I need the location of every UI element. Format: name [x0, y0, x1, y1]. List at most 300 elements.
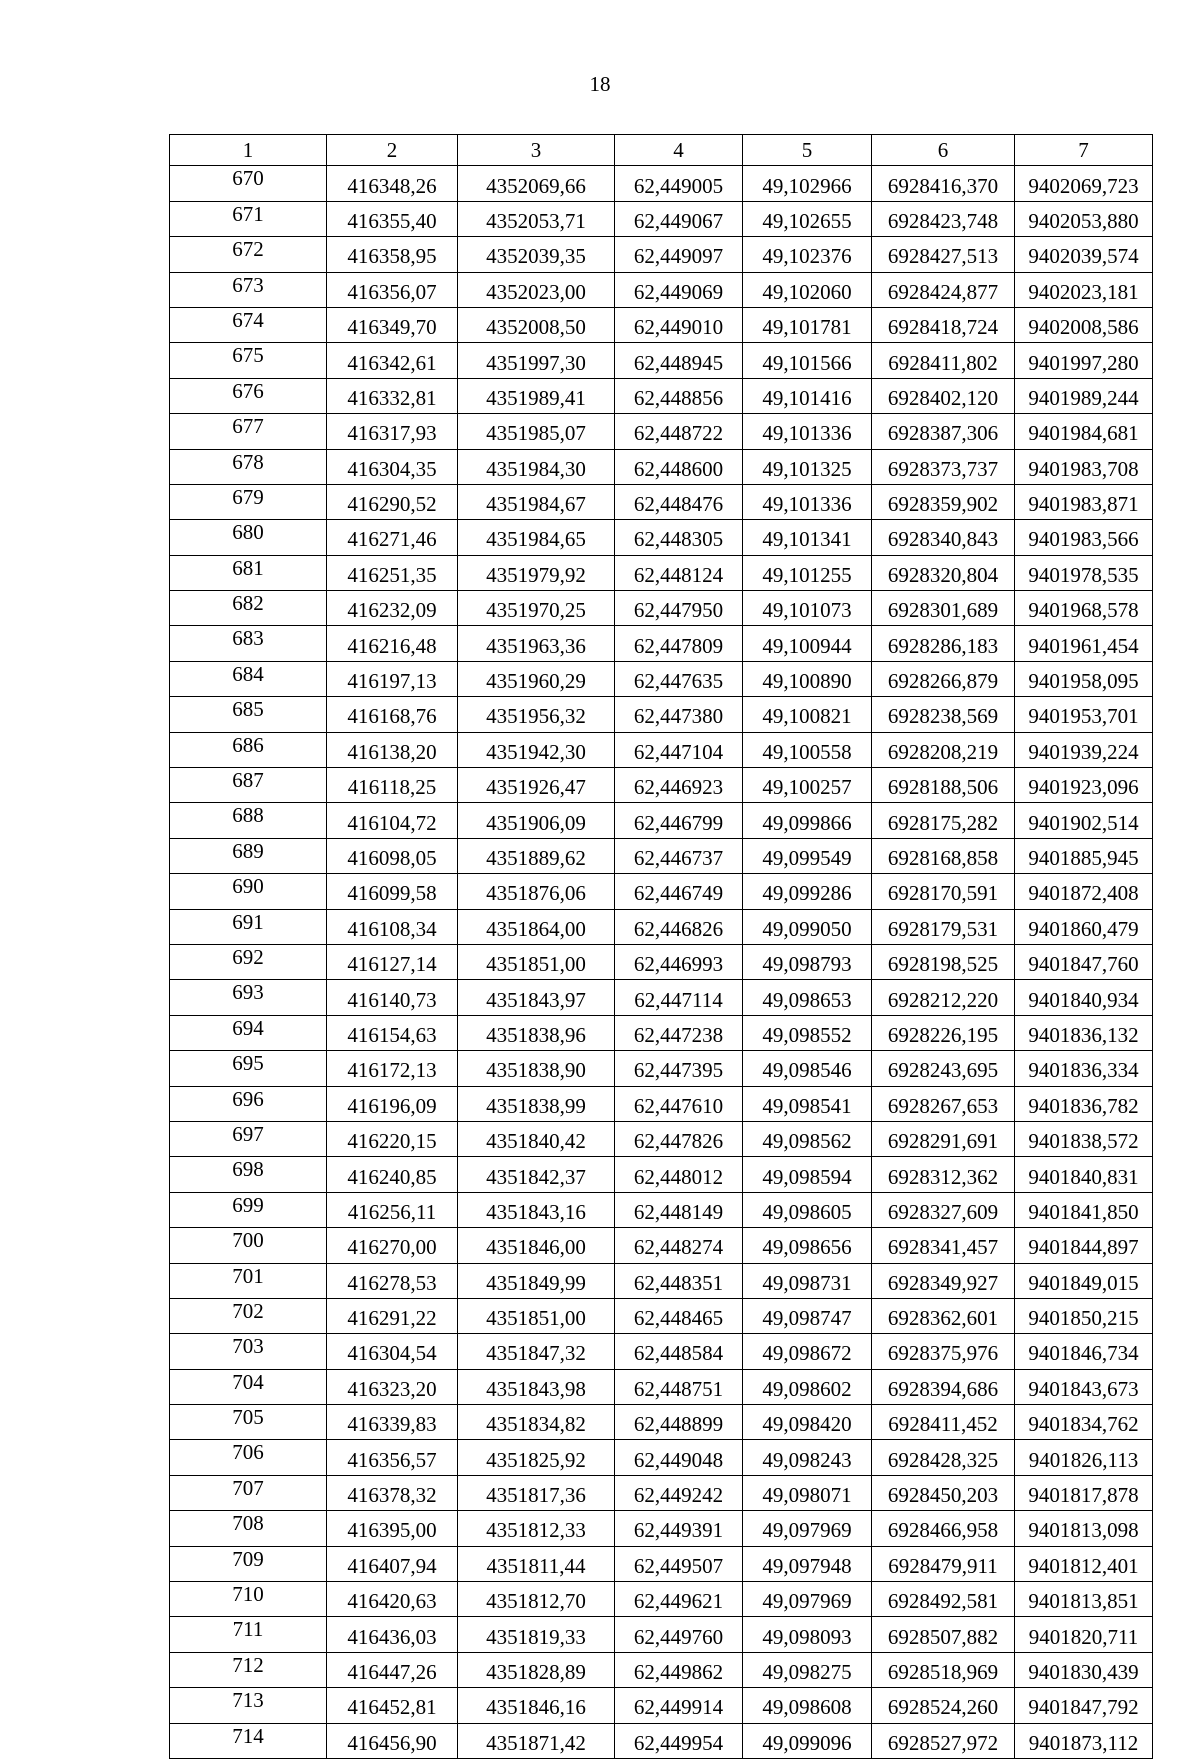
coordinate-cell: 9401830,439 — [1015, 1652, 1153, 1687]
coordinate-cell: 62,447238 — [615, 1015, 743, 1050]
coordinate-cell: 62,448899 — [615, 1405, 743, 1440]
coordinate-cell: 9401872,408 — [1015, 874, 1153, 909]
point-number-cell: 713 — [170, 1688, 327, 1723]
point-number-cell: 678 — [170, 449, 327, 484]
column-header: 1 — [170, 135, 327, 166]
coordinate-cell: 9401841,850 — [1015, 1192, 1153, 1227]
coordinate-cell: 6928170,591 — [872, 874, 1015, 909]
table-row — [170, 166, 1153, 201]
coordinate-cell: 6928341,457 — [872, 1228, 1015, 1263]
column-header: 2 — [327, 135, 458, 166]
coordinate-cell: 4351871,42 — [458, 1723, 615, 1758]
coordinate-cell: 4351970,25 — [458, 591, 615, 626]
coordinate-cell: 49,098071 — [743, 1475, 872, 1510]
coordinate-cell: 9401846,734 — [1015, 1334, 1153, 1369]
coordinate-cell: 416290,52 — [327, 484, 458, 519]
coordinate-cell: 62,447395 — [615, 1051, 743, 1086]
coordinate-cell: 9401812,401 — [1015, 1546, 1153, 1581]
coordinate-cell: 9401923,096 — [1015, 768, 1153, 803]
point-number-cell: 687 — [170, 768, 327, 803]
coordinate-cell: 4351846,16 — [458, 1688, 615, 1723]
coordinate-cell: 9401840,831 — [1015, 1157, 1153, 1192]
point-number-cell: 675 — [170, 343, 327, 378]
point-number-cell: 706 — [170, 1440, 327, 1475]
coordinate-cell: 62,448856 — [615, 378, 743, 413]
coordinate-cell: 62,449391 — [615, 1511, 743, 1546]
coordinate-cell: 416456,90 — [327, 1723, 458, 1758]
point-number-cell: 677 — [170, 414, 327, 449]
coordinate-cell: 416098,05 — [327, 838, 458, 873]
coordinate-cell: 6928428,325 — [872, 1440, 1015, 1475]
coordinate-cell: 49,098541 — [743, 1086, 872, 1121]
coordinate-cell: 9401817,878 — [1015, 1475, 1153, 1510]
coordinate-cell: 416196,09 — [327, 1086, 458, 1121]
coordinate-cell: 4351825,92 — [458, 1440, 615, 1475]
coordinate-cell: 6928168,858 — [872, 838, 1015, 873]
coordinate-cell: 4351876,06 — [458, 874, 615, 909]
coordinate-cell: 6928424,877 — [872, 272, 1015, 307]
coordinate-cell: 62,448584 — [615, 1334, 743, 1369]
coordinate-cell: 416342,61 — [327, 343, 458, 378]
coordinate-cell: 6928267,653 — [872, 1086, 1015, 1121]
table-row — [170, 1440, 1153, 1475]
coordinate-cell: 49,098275 — [743, 1652, 872, 1687]
coordinate-cell: 6928411,802 — [872, 343, 1015, 378]
coordinate-cell: 49,098243 — [743, 1440, 872, 1475]
coordinate-cell: 6928198,525 — [872, 944, 1015, 979]
coordinate-cell: 62,447114 — [615, 980, 743, 1015]
coordinate-cell: 62,449621 — [615, 1582, 743, 1617]
coordinate-cell: 4351889,62 — [458, 838, 615, 873]
point-number-cell: 700 — [170, 1228, 327, 1263]
coordinate-cell: 62,449862 — [615, 1652, 743, 1687]
coordinate-cell: 62,447610 — [615, 1086, 743, 1121]
coordinate-cell: 6928492,581 — [872, 1582, 1015, 1617]
column-header: 7 — [1015, 135, 1153, 166]
coordinate-cell: 9401961,454 — [1015, 626, 1153, 661]
coordinate-cell: 416278,53 — [327, 1263, 458, 1298]
coordinate-cell: 9401813,851 — [1015, 1582, 1153, 1617]
coordinate-cell: 49,098608 — [743, 1688, 872, 1723]
coordinate-cell: 4352039,35 — [458, 237, 615, 272]
table-row — [170, 626, 1153, 661]
coordinate-cell: 4351926,47 — [458, 768, 615, 803]
coordinate-cell: 6928340,843 — [872, 520, 1015, 555]
coordinate-cell: 49,098562 — [743, 1121, 872, 1156]
coordinate-cell: 9401826,113 — [1015, 1440, 1153, 1475]
table-row — [170, 944, 1153, 979]
table-row — [170, 980, 1153, 1015]
coordinate-cell: 6928524,260 — [872, 1688, 1015, 1723]
coordinate-cell: 416358,95 — [327, 237, 458, 272]
coordinate-cell: 49,099866 — [743, 803, 872, 838]
coordinate-cell: 4351838,90 — [458, 1051, 615, 1086]
table-row — [170, 1546, 1153, 1581]
table-row — [170, 661, 1153, 696]
coordinate-cell: 6928450,203 — [872, 1475, 1015, 1510]
coordinate-cell: 6928175,282 — [872, 803, 1015, 838]
point-number-cell: 704 — [170, 1369, 327, 1404]
point-number-cell: 686 — [170, 732, 327, 767]
coordinate-cell: 4351812,70 — [458, 1582, 615, 1617]
coordinate-cell: 49,099050 — [743, 909, 872, 944]
table-row — [170, 1475, 1153, 1510]
coordinate-cell: 6928527,972 — [872, 1723, 1015, 1758]
point-number-cell: 692 — [170, 944, 327, 979]
coordinate-cell: 49,101566 — [743, 343, 872, 378]
point-number-cell: 699 — [170, 1192, 327, 1227]
column-header: 4 — [615, 135, 743, 166]
coordinate-cell: 9402053,880 — [1015, 201, 1153, 236]
coordinate-cell: 416220,15 — [327, 1121, 458, 1156]
coordinate-cell: 49,101325 — [743, 449, 872, 484]
coordinate-cell: 416339,83 — [327, 1405, 458, 1440]
point-number-cell: 714 — [170, 1723, 327, 1758]
coordinate-cell: 62,449242 — [615, 1475, 743, 1510]
coordinate-cell: 49,100558 — [743, 732, 872, 767]
coordinate-cell: 416140,73 — [327, 980, 458, 1015]
point-number-cell: 676 — [170, 378, 327, 413]
point-number-cell: 683 — [170, 626, 327, 661]
coordinate-cell: 4351984,65 — [458, 520, 615, 555]
coordinate-cell: 49,100821 — [743, 697, 872, 732]
coordinate-cell: 49,100944 — [743, 626, 872, 661]
coordinate-cell: 4351979,92 — [458, 555, 615, 590]
coordinate-cell: 49,098093 — [743, 1617, 872, 1652]
coordinate-cell: 6928411,452 — [872, 1405, 1015, 1440]
table-row — [170, 1511, 1153, 1546]
table-row — [170, 838, 1153, 873]
point-number-cell: 670 — [170, 166, 327, 201]
table-row — [170, 1405, 1153, 1440]
coordinate-cell: 4351851,00 — [458, 944, 615, 979]
table-header — [170, 135, 1153, 166]
coordinate-cell: 49,098546 — [743, 1051, 872, 1086]
coordinate-cell: 4351984,67 — [458, 484, 615, 519]
coordinate-cell: 6928479,911 — [872, 1546, 1015, 1581]
point-number-cell: 679 — [170, 484, 327, 519]
coordinate-cell: 4351847,32 — [458, 1334, 615, 1369]
coordinate-cell: 6928312,362 — [872, 1157, 1015, 1192]
coordinate-cell: 4352008,50 — [458, 307, 615, 342]
coordinate-cell: 49,099549 — [743, 838, 872, 873]
coordinate-cell: 49,098594 — [743, 1157, 872, 1192]
coordinate-cell: 9401902,514 — [1015, 803, 1153, 838]
coordinate-cell: 416197,13 — [327, 661, 458, 696]
coordinate-cell: 416099,58 — [327, 874, 458, 909]
coordinate-cell: 9401843,673 — [1015, 1369, 1153, 1404]
coordinate-cell: 6928327,609 — [872, 1192, 1015, 1227]
table-row — [170, 237, 1153, 272]
coordinate-cell: 49,098653 — [743, 980, 872, 1015]
coordinate-cell: 62,449048 — [615, 1440, 743, 1475]
coordinate-cell: 6928208,219 — [872, 732, 1015, 767]
coordinate-cell: 416452,81 — [327, 1688, 458, 1723]
coordinate-cell: 4351997,30 — [458, 343, 615, 378]
table-row — [170, 520, 1153, 555]
coordinate-cell: 4351849,99 — [458, 1263, 615, 1298]
coordinate-cell: 6928301,689 — [872, 591, 1015, 626]
coordinate-cell: 4352069,66 — [458, 166, 615, 201]
point-number-cell: 712 — [170, 1652, 327, 1687]
point-number-cell: 671 — [170, 201, 327, 236]
coordinate-cell: 62,449914 — [615, 1688, 743, 1723]
coordinate-cell: 416270,00 — [327, 1228, 458, 1263]
point-number-cell: 698 — [170, 1157, 327, 1192]
point-number-cell: 709 — [170, 1546, 327, 1581]
coordinate-cell: 9402008,586 — [1015, 307, 1153, 342]
table-row — [170, 1582, 1153, 1617]
coordinate-cell: 9401984,681 — [1015, 414, 1153, 449]
table-row — [170, 201, 1153, 236]
coordinate-cell: 6928375,976 — [872, 1334, 1015, 1369]
coordinate-cell: 62,448751 — [615, 1369, 743, 1404]
coordinate-cell: 62,449760 — [615, 1617, 743, 1652]
point-number-cell: 711 — [170, 1617, 327, 1652]
coordinate-cell: 416168,76 — [327, 697, 458, 732]
coordinate-cell: 62,447826 — [615, 1121, 743, 1156]
coordinate-cell: 9401968,578 — [1015, 591, 1153, 626]
coordinate-cell: 416216,48 — [327, 626, 458, 661]
table-row — [170, 555, 1153, 590]
coordinate-cell: 416108,34 — [327, 909, 458, 944]
coordinate-cell: 4351843,97 — [458, 980, 615, 1015]
point-number-cell: 684 — [170, 661, 327, 696]
coordinate-cell: 49,099096 — [743, 1723, 872, 1758]
coordinate-cell: 62,446826 — [615, 909, 743, 944]
coordinate-cell: 9401836,132 — [1015, 1015, 1153, 1050]
coordinate-cell: 4351812,33 — [458, 1511, 615, 1546]
table-row — [170, 1334, 1153, 1369]
coordinate-cell: 9401834,762 — [1015, 1405, 1153, 1440]
coordinate-cell: 416378,32 — [327, 1475, 458, 1510]
coordinate-cell: 4351840,42 — [458, 1121, 615, 1156]
coordinate-cell: 49,098747 — [743, 1298, 872, 1333]
coordinate-cell: 4351989,41 — [458, 378, 615, 413]
coordinate-cell: 6928394,686 — [872, 1369, 1015, 1404]
point-number-cell: 708 — [170, 1511, 327, 1546]
coordinate-cell: 62,449097 — [615, 237, 743, 272]
coordinate-cell: 49,098793 — [743, 944, 872, 979]
coordinate-cell: 62,447950 — [615, 591, 743, 626]
coordinate-cell: 4351851,00 — [458, 1298, 615, 1333]
table-row — [170, 1015, 1153, 1050]
coordinate-cell: 4351942,30 — [458, 732, 615, 767]
coordinate-cell: 62,446737 — [615, 838, 743, 873]
coordinate-cell: 9401838,572 — [1015, 1121, 1153, 1156]
table-row — [170, 449, 1153, 484]
coordinate-cell: 4351842,37 — [458, 1157, 615, 1192]
coordinate-cell: 9401820,711 — [1015, 1617, 1153, 1652]
coordinate-cell: 6928418,724 — [872, 307, 1015, 342]
table-row — [170, 697, 1153, 732]
table-row — [170, 591, 1153, 626]
table-row — [170, 1121, 1153, 1156]
coordinate-cell: 416138,20 — [327, 732, 458, 767]
coordinate-cell: 6928402,120 — [872, 378, 1015, 413]
coordinate-cell: 49,101073 — [743, 591, 872, 626]
coordinate-cell: 416251,35 — [327, 555, 458, 590]
coordinate-cell: 62,446799 — [615, 803, 743, 838]
coordinate-cell: 416436,03 — [327, 1617, 458, 1652]
coordinate-cell: 6928362,601 — [872, 1298, 1015, 1333]
table-row — [170, 1298, 1153, 1333]
point-number-cell: 691 — [170, 909, 327, 944]
coordinate-cell: 416407,94 — [327, 1546, 458, 1581]
point-number-cell: 685 — [170, 697, 327, 732]
coordinate-cell: 6928423,748 — [872, 201, 1015, 236]
coordinate-cell: 49,101336 — [743, 484, 872, 519]
coordinate-cell: 4351864,00 — [458, 909, 615, 944]
coordinate-cell: 6928387,306 — [872, 414, 1015, 449]
coordinate-cell: 62,448124 — [615, 555, 743, 590]
table-row — [170, 1723, 1153, 1758]
table-row — [170, 307, 1153, 342]
point-number-cell: 702 — [170, 1298, 327, 1333]
table-row — [170, 1263, 1153, 1298]
coordinate-cell: 4351846,00 — [458, 1228, 615, 1263]
coordinate-cell: 4352023,00 — [458, 272, 615, 307]
point-number-cell: 689 — [170, 838, 327, 873]
table-row — [170, 414, 1153, 449]
coordinate-cell: 6928291,691 — [872, 1121, 1015, 1156]
coordinate-cell: 6928416,370 — [872, 166, 1015, 201]
coordinate-cell: 416118,25 — [327, 768, 458, 803]
coordinate-cell: 62,447104 — [615, 732, 743, 767]
coordinate-cell: 4351828,89 — [458, 1652, 615, 1687]
point-number-cell: 696 — [170, 1086, 327, 1121]
coordinate-cell: 62,448305 — [615, 520, 743, 555]
coordinate-cell: 9401989,244 — [1015, 378, 1153, 413]
coordinate-cell: 62,449069 — [615, 272, 743, 307]
table-row — [170, 378, 1153, 413]
coordinate-cell: 416127,14 — [327, 944, 458, 979]
point-number-cell: 694 — [170, 1015, 327, 1050]
coordinate-cell: 416172,13 — [327, 1051, 458, 1086]
coordinate-cell: 62,447635 — [615, 661, 743, 696]
point-number-cell: 701 — [170, 1263, 327, 1298]
coordinate-cell: 416356,07 — [327, 272, 458, 307]
coordinate-cell: 62,447380 — [615, 697, 743, 732]
coordinate-cell: 49,102966 — [743, 166, 872, 201]
coordinate-cell: 62,449010 — [615, 307, 743, 342]
coordinate-cell: 416356,57 — [327, 1440, 458, 1475]
coordinate-cell: 49,101255 — [743, 555, 872, 590]
coordinate-cell: 6928507,882 — [872, 1617, 1015, 1652]
table-row — [170, 1157, 1153, 1192]
coordinate-cell: 9401953,701 — [1015, 697, 1153, 732]
coordinate-cell: 4351819,33 — [458, 1617, 615, 1652]
coordinate-cell: 6928349,927 — [872, 1263, 1015, 1298]
coordinate-cell: 9401840,934 — [1015, 980, 1153, 1015]
coordinate-cell: 49,098602 — [743, 1369, 872, 1404]
coordinate-cell: 62,449954 — [615, 1723, 743, 1758]
column-header: 6 — [872, 135, 1015, 166]
coordinate-cell: 62,449005 — [615, 166, 743, 201]
coordinate-cell: 416355,40 — [327, 201, 458, 236]
coordinate-cell: 416304,35 — [327, 449, 458, 484]
coordinate-cell: 62,448476 — [615, 484, 743, 519]
coordinate-cell: 9401849,015 — [1015, 1263, 1153, 1298]
coordinate-cell: 9401958,095 — [1015, 661, 1153, 696]
coordinate-cell: 6928226,195 — [872, 1015, 1015, 1050]
coordinate-cell: 6928373,737 — [872, 449, 1015, 484]
coordinate-cell: 49,101781 — [743, 307, 872, 342]
coordinate-cell: 62,446923 — [615, 768, 743, 803]
coordinate-cell: 6928286,183 — [872, 626, 1015, 661]
coordinate-cell: 9401813,098 — [1015, 1511, 1153, 1546]
coordinate-cell: 416323,20 — [327, 1369, 458, 1404]
table-row — [170, 874, 1153, 909]
coordinate-cell: 49,099286 — [743, 874, 872, 909]
coordinate-cell: 49,101416 — [743, 378, 872, 413]
coordinate-cell: 9401836,334 — [1015, 1051, 1153, 1086]
coordinate-cell: 416348,26 — [327, 166, 458, 201]
coordinate-cell: 9401939,224 — [1015, 732, 1153, 767]
coordinate-cell: 4351843,98 — [458, 1369, 615, 1404]
coordinate-cell: 49,098552 — [743, 1015, 872, 1050]
coordinate-cell: 9402039,574 — [1015, 237, 1153, 272]
coordinate-cell: 416332,81 — [327, 378, 458, 413]
coordinate-cell: 49,097969 — [743, 1511, 872, 1546]
coordinate-cell: 49,102060 — [743, 272, 872, 307]
coordinate-cell: 6928243,695 — [872, 1051, 1015, 1086]
coordinate-cell: 9401978,535 — [1015, 555, 1153, 590]
coordinate-cell: 9401983,566 — [1015, 520, 1153, 555]
coordinate-cell: 4351834,82 — [458, 1405, 615, 1440]
coordinate-cell: 9402023,181 — [1015, 272, 1153, 307]
point-number-cell: 681 — [170, 555, 327, 590]
table-row — [170, 343, 1153, 378]
coordinate-cell: 62,446749 — [615, 874, 743, 909]
coordinate-cell: 49,101341 — [743, 520, 872, 555]
table-row — [170, 1688, 1153, 1723]
coordinate-cell: 4351838,99 — [458, 1086, 615, 1121]
coordinate-cell: 62,446993 — [615, 944, 743, 979]
coordinate-cell: 4351960,29 — [458, 661, 615, 696]
coordinate-cell: 9401997,280 — [1015, 343, 1153, 378]
coordinate-cell: 9401850,215 — [1015, 1298, 1153, 1333]
coordinate-cell: 49,100890 — [743, 661, 872, 696]
coordinate-cell: 9401836,782 — [1015, 1086, 1153, 1121]
point-number-cell: 697 — [170, 1121, 327, 1156]
coordinate-cell: 49,098656 — [743, 1228, 872, 1263]
coordinate-cell: 9401847,792 — [1015, 1688, 1153, 1723]
coordinate-cell: 49,097948 — [743, 1546, 872, 1581]
coordinate-cell: 62,447809 — [615, 626, 743, 661]
coordinate-cell: 49,102376 — [743, 237, 872, 272]
coordinate-cell: 6928212,220 — [872, 980, 1015, 1015]
table-row — [170, 272, 1153, 307]
table-row — [170, 768, 1153, 803]
table-row — [170, 909, 1153, 944]
coordinate-cell: 416317,93 — [327, 414, 458, 449]
point-number-cell: 674 — [170, 307, 327, 342]
coordinate-cell: 9401844,897 — [1015, 1228, 1153, 1263]
coordinate-cell: 6928427,513 — [872, 237, 1015, 272]
coordinate-cell: 4351985,07 — [458, 414, 615, 449]
column-header: 3 — [458, 135, 615, 166]
table-row — [170, 1228, 1153, 1263]
coordinate-cell: 62,448351 — [615, 1263, 743, 1298]
point-number-cell: 682 — [170, 591, 327, 626]
point-number-cell: 710 — [170, 1582, 327, 1617]
coordinate-cell: 6928466,958 — [872, 1511, 1015, 1546]
coordinate-cell: 4351843,16 — [458, 1192, 615, 1227]
coordinate-cell: 6928518,969 — [872, 1652, 1015, 1687]
coordinate-cell: 6928238,569 — [872, 697, 1015, 732]
coordinate-cell: 6928179,531 — [872, 909, 1015, 944]
